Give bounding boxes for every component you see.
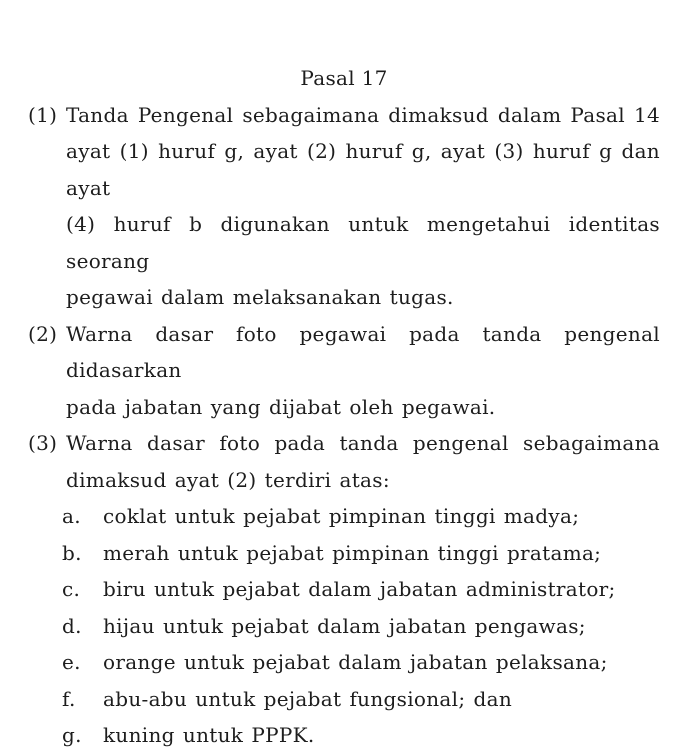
paragraph-3-body [66,425,660,498]
list-item-letter: f. [62,686,76,711]
list-item-letter: d. [62,613,82,638]
list-item-letter: b. [62,540,82,565]
list-item-text: biru untuk pejabat dalam jabatan administrator; [103,577,616,601]
list-item-g [62,717,660,754]
paragraph-line: (4) huruf b digunakan untuk mengetahui identitas seorang [66,212,660,273]
color-list [62,498,660,754]
paragraph-1-number: (1) [28,102,58,127]
list-item-letter: c. [62,577,81,601]
list-item-text: kuning untuk PPPK. [103,723,315,747]
list-item-text: abu-abu untuk pejabat fungsional; dan [103,686,513,711]
paragraph-line: Warna dasar foto pada tanda pengenal sebagaimana [66,431,660,455]
list-item-a [62,498,660,535]
paragraph-line: pada jabatan yang dijabat oleh pegawai. [66,394,496,419]
paragraph-2-body [66,316,660,426]
list-item-text: hijau untuk pejabat dalam jabatan pengawas; [103,613,586,638]
list-item-text: merah untuk pejabat pimpinan tinggi pratama; [103,540,602,565]
paragraph-line: ayat (1) huruf g, ayat (2) huruf g, ayat (3) huruf g dan ayat [66,139,660,200]
paragraph-3-number: (3) [28,431,58,455]
paragraph-line: Warna dasar foto pegawai pada tanda pengenal didasarkan [66,321,660,382]
list-item-f [62,681,660,718]
article-title: Pasal 17 [300,66,388,90]
list-item-d [62,608,660,645]
paragraph-2 [28,316,660,426]
paragraph-line: pegawai dalam melaksanakan tugas. [66,285,454,309]
list-item-e [62,644,660,681]
paragraph-line: dimaksud ayat (2) terdiri atas: [66,467,390,492]
paragraph-3 [28,425,660,498]
paragraph-1 [28,97,660,316]
list-item-letter: e. [62,650,81,674]
list-item-b [62,535,660,572]
list-item-letter: g. [62,723,82,747]
list-item-text: coklat untuk pejabat pimpinan tinggi madya; [103,504,580,528]
paragraph-1-body [66,97,660,316]
paragraph-2-number: (2) [28,321,58,346]
list-item-c [62,571,660,608]
paragraph-line: Tanda Pengenal sebagaimana dimaksud dalam Pasal 14 [66,102,660,127]
list-item-text: orange untuk pejabat dalam jabatan pelaksana; [103,650,608,674]
list-item-letter: a. [62,504,81,528]
